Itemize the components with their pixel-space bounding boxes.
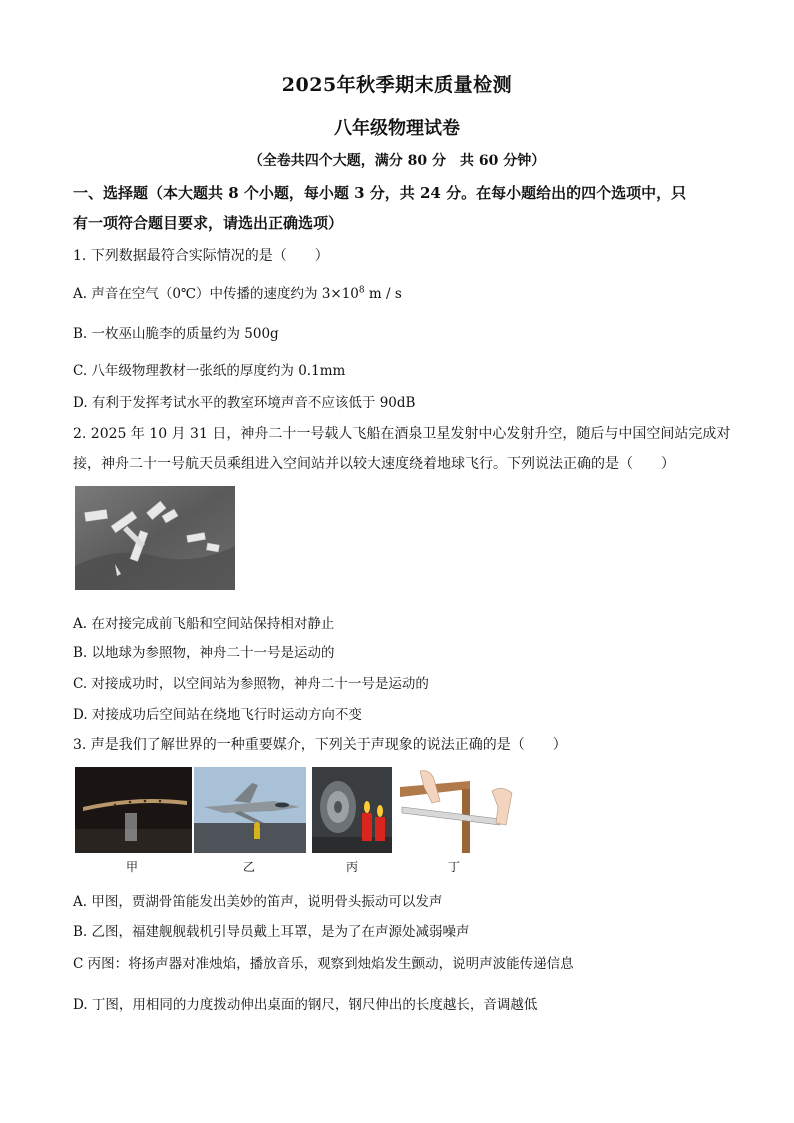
q2-stem-line2: 接，神舟二十一号航天员乘组进入空间站并以较大速度绕着地球飞行。下列说法正确的是（ ） xyxy=(73,456,675,472)
q1-option-a-text: A. 声音在空气（0℃）中传播的速度约为 3×10 xyxy=(73,286,359,302)
caption-yi: 乙 xyxy=(242,860,255,874)
q1-option-b: B. 一枚巫山脆李的质量约为 500g xyxy=(73,326,279,342)
q3-option-c: C 丙图：将扬声器对准烛焰，播放音乐，观察到烛焰发生颤动，说明声波能传递信息 xyxy=(73,956,574,972)
q3-stem: 3. 声是我们了解世界的一种重要媒介，下列关于声现象的说法正确的是（ ） xyxy=(73,737,567,753)
exam-title: 2025年秋季期末质量检测 xyxy=(281,74,513,96)
speaker-candle-photo xyxy=(312,767,392,853)
q1-option-a-exponent: 8 xyxy=(358,285,365,296)
section-heading-line2: 有一项符合题目要求，请选出正确选项） xyxy=(73,214,344,232)
q1-option-a-unit: m / s xyxy=(364,286,402,302)
q2-option-c: C. 对接成功时，以空间站为参照物，神舟二十一号是运动的 xyxy=(73,676,429,692)
caption-jia: 甲 xyxy=(125,860,138,874)
q1-option-d: D. 有利于发挥考试水平的教室环境声音不应该低于 90dB xyxy=(73,395,416,411)
q1-option-c: C. 八年级物理教材一张纸的厚度约为 0.1mm xyxy=(73,363,346,379)
caption-ding: 丁 xyxy=(447,860,460,874)
section-heading-line1: 一、选择题（本大题共 8 个小题，每小题 3 分，共 24 分。在每小题给出的四个选项中，只 xyxy=(73,184,687,202)
q2-option-d: D. 对接成功后空间站在绕地飞行时运动方向不变 xyxy=(73,707,362,723)
q2-option-a: A. 在对接完成前飞船和空间站保持相对静止 xyxy=(73,616,335,632)
q2-stem-line1: 2. 2025 年 10 月 31 日，神舟二十一号载人飞船在酒泉卫星发射中心发射升空，随后与中国空间站完成对 xyxy=(73,426,731,442)
q3-option-d: D. 丁图，用相同的力度拨动伸出桌面的钢尺，钢尺伸出的长度越长，音调越低 xyxy=(73,997,538,1013)
caption-bing: 丙 xyxy=(345,860,358,874)
q3-option-a: A. 甲图，贾湖骨笛能发出美妙的笛声，说明骨头振动可以发声 xyxy=(73,894,443,910)
space-station-photo xyxy=(75,486,235,590)
bone-flute-photo xyxy=(75,767,192,853)
exam-note: （全卷共四个大题，满分 80 分 共 60 分钟） xyxy=(248,153,546,169)
q1-stem: 1. 下列数据最符合实际情况的是（ ） xyxy=(73,248,329,264)
q1-option-a xyxy=(73,282,402,302)
ruler-desk-photo xyxy=(400,767,518,853)
carrier-jet-photo xyxy=(194,767,306,853)
q3-option-b: B. 乙图，福建舰舰载机引导员戴上耳罩，是为了在声源处减弱噪声 xyxy=(73,924,470,940)
q2-option-b: B. 以地球为参照物，神舟二十一号是运动的 xyxy=(73,645,335,661)
exam-subtitle: 八年级物理试卷 xyxy=(334,118,460,139)
